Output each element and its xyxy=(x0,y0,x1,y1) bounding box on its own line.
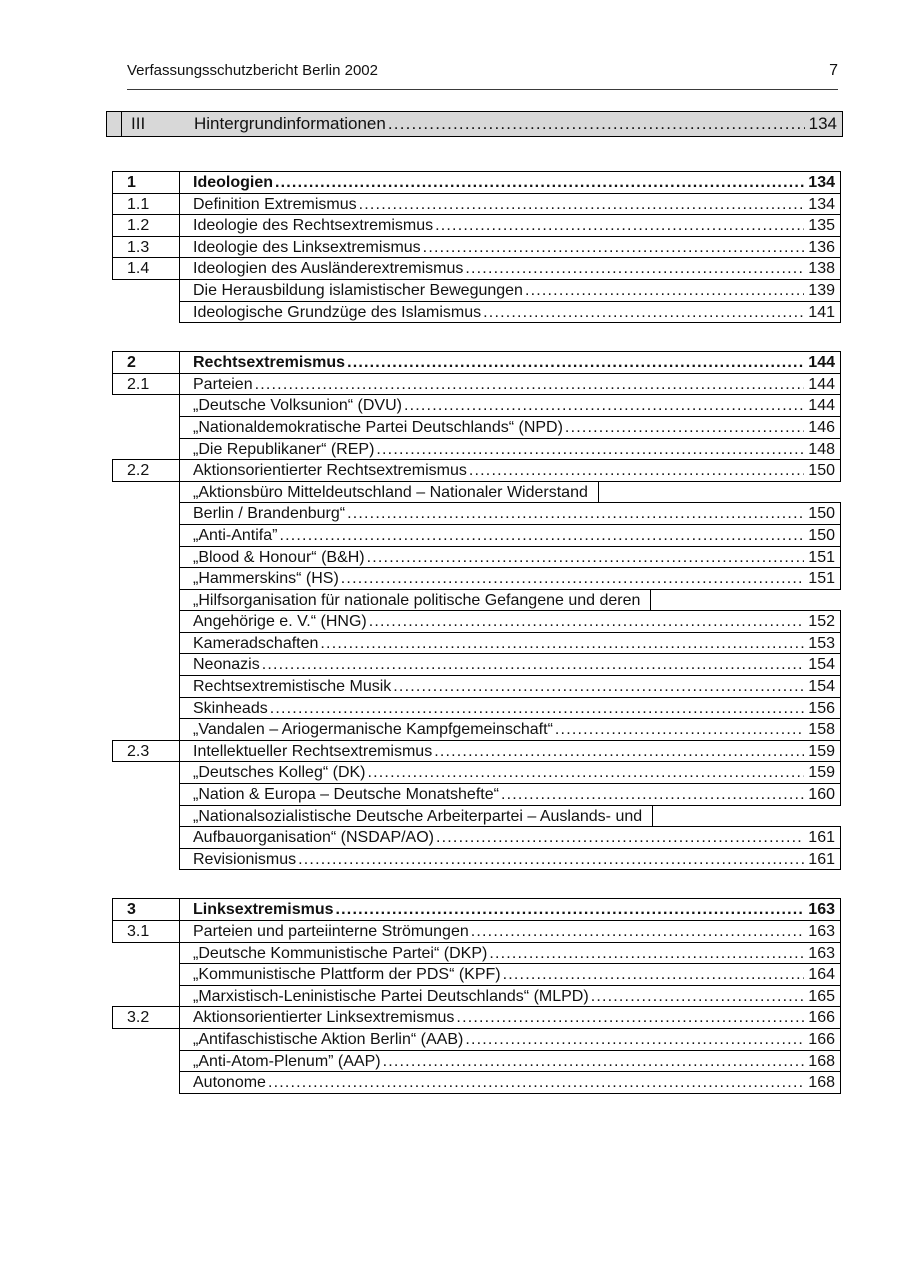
toc-row-page[interactable]: 161 xyxy=(808,829,835,847)
toc-row-page[interactable]: 151 xyxy=(808,548,835,566)
toc-row-content[interactable] xyxy=(179,351,841,374)
toc-sections xyxy=(112,171,841,1094)
toc-row-content[interactable] xyxy=(179,567,841,590)
toc-row-number[interactable]: 2.1 xyxy=(112,373,180,396)
toc-row[interactable] xyxy=(112,1071,841,1094)
dot-leader xyxy=(347,352,804,374)
toc-row-title[interactable]: Berlin / Brandenburg“ xyxy=(193,505,346,523)
toc-row-number xyxy=(112,718,180,741)
toc-row-content[interactable] xyxy=(179,214,841,237)
dot-leader xyxy=(471,921,805,943)
toc-row-number[interactable]: 1.1 xyxy=(112,193,180,216)
toc-row-page[interactable]: 144 xyxy=(808,397,835,415)
toc-row-title[interactable]: „Nationalsozialistische Deutsche Arbeiterpartei – Auslands- und xyxy=(193,807,643,825)
toc-row-page[interactable]: 144 xyxy=(808,354,835,372)
header-page-number: 7 xyxy=(829,62,838,79)
toc-row-number xyxy=(112,942,180,965)
toc-row-page[interactable]: 148 xyxy=(808,440,835,458)
toc-heading-page[interactable]: 134 xyxy=(808,114,837,133)
toc-row-number xyxy=(112,985,180,1008)
toc-row[interactable] xyxy=(112,1050,841,1073)
page-header xyxy=(127,62,838,90)
toc-row-page[interactable]: 139 xyxy=(808,281,835,299)
toc-row-page[interactable]: 154 xyxy=(808,656,835,674)
toc-row[interactable] xyxy=(112,805,841,828)
toc-row-number xyxy=(112,610,180,633)
dot-leader xyxy=(456,1007,804,1029)
toc-row-content[interactable] xyxy=(179,301,841,324)
toc-row[interactable] xyxy=(112,394,841,417)
toc-row[interactable] xyxy=(112,963,841,986)
toc-section xyxy=(112,898,841,1093)
toc-row-number xyxy=(112,653,180,676)
toc-row-title[interactable]: Linksextremismus xyxy=(193,901,334,919)
toc-row-title[interactable]: Ideologie des Linksextremismus xyxy=(193,238,421,256)
toc-row-content[interactable] xyxy=(179,257,841,280)
dot-leader xyxy=(347,503,804,525)
toc-row-content[interactable] xyxy=(179,783,841,806)
toc-row-content[interactable] xyxy=(179,171,841,194)
dot-leader xyxy=(565,417,804,439)
toc-row-page[interactable]: 152 xyxy=(808,613,835,631)
toc-row[interactable] xyxy=(112,171,841,194)
dot-leader xyxy=(525,280,804,302)
dot-leader xyxy=(503,964,805,986)
toc-row-number xyxy=(112,1028,180,1051)
toc-row-title[interactable]: Skinheads xyxy=(193,699,268,717)
toc-row-title[interactable]: „Nation & Europa – Deutsche Monatshefte“ xyxy=(193,786,499,804)
dot-leader xyxy=(255,374,805,396)
toc-row[interactable] xyxy=(112,848,841,871)
toc-row-page[interactable]: 163 xyxy=(808,901,835,919)
toc-row-page[interactable]: 146 xyxy=(808,418,835,436)
toc-row-content[interactable] xyxy=(179,589,651,612)
toc-row-number xyxy=(112,848,180,871)
toc-row[interactable] xyxy=(112,301,841,324)
toc-row-page[interactable]: 163 xyxy=(808,923,835,940)
toc-row-number[interactable]: 3.1 xyxy=(112,920,180,943)
toc-row-number xyxy=(112,783,180,806)
toc-row-page[interactable]: 159 xyxy=(808,742,835,760)
toc-row-title[interactable]: Definition Extremismus xyxy=(193,195,357,213)
toc-row-number[interactable]: 2.3 xyxy=(112,740,180,763)
toc-row-page[interactable]: 153 xyxy=(808,634,835,652)
toc-row[interactable] xyxy=(112,1028,841,1051)
toc-row-content[interactable] xyxy=(179,826,841,849)
toc-row-number xyxy=(112,1050,180,1073)
toc-row-number xyxy=(112,1071,180,1094)
toc-row[interactable] xyxy=(112,589,841,612)
toc-row-content[interactable] xyxy=(179,193,841,216)
toc-row-title[interactable]: Aufbauorganisation“ (NSDAP/AO) xyxy=(193,829,434,847)
dot-leader xyxy=(555,719,804,741)
toc-row[interactable] xyxy=(112,279,841,302)
toc-row-number xyxy=(112,279,180,302)
toc-row[interactable] xyxy=(112,236,841,259)
toc-row-title[interactable]: Ideologien des Ausländerextremismus xyxy=(193,260,464,278)
dot-leader xyxy=(369,611,805,633)
toc-row-page[interactable]: 150 xyxy=(808,526,835,544)
toc-row-title[interactable]: Rechtsextremistische Musik xyxy=(193,678,392,696)
toc-row-page[interactable]: 134 xyxy=(808,174,835,191)
toc-row[interactable] xyxy=(112,898,841,921)
toc-row-number[interactable]: 1 xyxy=(112,171,180,194)
toc-row-content[interactable] xyxy=(179,805,653,828)
dot-leader xyxy=(262,654,805,676)
toc-row-content[interactable] xyxy=(179,373,841,396)
dot-leader xyxy=(465,258,804,280)
toc-row-page[interactable]: 159 xyxy=(808,764,835,782)
toc-row-page[interactable]: 151 xyxy=(808,570,835,588)
toc-row-number[interactable]: 2.2 xyxy=(112,459,180,482)
toc-row[interactable] xyxy=(112,567,841,590)
toc-row-title[interactable]: Ideologien xyxy=(193,174,273,191)
toc-row-title[interactable]: Neonazis xyxy=(193,656,260,674)
toc-row-title[interactable]: Autonome xyxy=(193,1074,266,1092)
toc-section xyxy=(112,351,841,870)
toc-row[interactable] xyxy=(112,438,841,461)
toc-row-number xyxy=(112,589,180,612)
toc-row-page[interactable]: 134 xyxy=(808,195,835,213)
toc-row-content[interactable] xyxy=(179,279,841,302)
toc-row-content[interactable] xyxy=(179,481,599,504)
toc-row-content[interactable] xyxy=(179,1028,841,1051)
toc-row-content[interactable] xyxy=(179,394,841,417)
toc-row[interactable] xyxy=(112,1006,841,1029)
toc-heading-title[interactable]: Hintergrundinformationen xyxy=(194,114,386,133)
toc-row-content[interactable] xyxy=(179,848,841,871)
toc-row[interactable] xyxy=(112,826,841,849)
toc-row-content[interactable] xyxy=(179,1050,841,1073)
toc-row-page[interactable]: 156 xyxy=(808,699,835,717)
toc-row-number xyxy=(112,761,180,784)
toc-row-title[interactable]: Parteien und parteiinterne Strömungen xyxy=(193,923,469,940)
toc-row-title[interactable]: „Nationaldemokratische Partei Deutschlands“ (NPD) xyxy=(193,418,563,436)
toc-row-content[interactable] xyxy=(179,632,841,655)
toc-row-page[interactable]: 168 xyxy=(808,1052,835,1070)
toc-row-number xyxy=(112,805,180,828)
toc-row-content[interactable] xyxy=(179,459,841,482)
toc-row-title[interactable]: „Anti-Atom-Plenum” (AAP) xyxy=(193,1052,381,1070)
dot-leader xyxy=(279,525,804,547)
toc-row-content[interactable] xyxy=(179,963,841,986)
toc-row-content[interactable] xyxy=(179,740,841,763)
toc-row-title[interactable]: Die Herausbildung islamistischer Bewegungen xyxy=(193,281,523,299)
toc-row-title[interactable]: „Kommunistische Plattform der PDS“ (KPF) xyxy=(193,966,501,984)
toc-row[interactable] xyxy=(112,502,841,525)
toc-row-title[interactable]: Intellektueller Rechtsextremismus xyxy=(193,742,433,760)
toc-row-content[interactable] xyxy=(179,524,841,547)
toc-row[interactable] xyxy=(112,610,841,633)
dot-leader xyxy=(359,194,805,216)
toc-row[interactable] xyxy=(112,653,841,676)
dot-leader xyxy=(393,676,804,698)
toc-row-page[interactable]: 165 xyxy=(808,987,835,1005)
toc-row-content[interactable] xyxy=(179,675,841,698)
toc-row-title[interactable]: Revisionismus xyxy=(193,850,297,868)
toc-row-content[interactable] xyxy=(179,761,841,784)
toc-row-content[interactable] xyxy=(179,985,841,1008)
dot-leader xyxy=(368,762,805,784)
toc-row-number[interactable]: 1.2 xyxy=(112,214,180,237)
dot-leader xyxy=(268,1072,804,1094)
dot-leader xyxy=(270,698,805,720)
toc-row-title[interactable]: „Aktionsbüro Mitteldeutschland – Nationaler Widerstand xyxy=(193,483,588,501)
toc-row-title[interactable]: „Deutsches Kolleg“ (DK) xyxy=(193,764,366,782)
toc-row[interactable] xyxy=(112,546,841,569)
dot-leader xyxy=(376,439,804,461)
dot-leader xyxy=(434,741,804,763)
toc-row-title[interactable]: „Blood & Honour“ (B&H) xyxy=(193,548,365,566)
toc-row[interactable] xyxy=(112,718,841,741)
toc-row-title[interactable]: „Hilfsorganisation für nationale politische Gefangene und deren xyxy=(193,591,641,609)
dot-leader xyxy=(435,215,804,237)
dot-leader xyxy=(436,827,804,849)
dot-leader xyxy=(465,1029,804,1051)
toc-row-title[interactable]: Rechtsextremismus xyxy=(193,354,346,372)
toc-row[interactable] xyxy=(112,675,841,698)
toc-row-title[interactable]: Aktionsorientierter Linksextremismus xyxy=(193,1009,455,1027)
dot-leader xyxy=(275,172,804,194)
toc-row[interactable] xyxy=(112,942,841,965)
toc-row-number xyxy=(112,416,180,439)
toc-row-title[interactable]: Kameradschaften xyxy=(193,634,319,652)
toc-row-page[interactable]: 166 xyxy=(808,1030,835,1048)
toc-row-number xyxy=(112,502,180,525)
toc-row-number[interactable]: 2 xyxy=(112,351,180,374)
toc-row-number[interactable]: 1.4 xyxy=(112,257,180,280)
toc-row-title[interactable]: „Marxistisch-Leninistische Partei Deutschlands“ (MLPD) xyxy=(193,987,589,1005)
toc-row-number xyxy=(112,826,180,849)
toc-row-content[interactable] xyxy=(179,610,841,633)
toc-row[interactable] xyxy=(112,632,841,655)
dot-leader xyxy=(367,547,805,569)
dot-leader xyxy=(298,849,804,871)
toc-row-page[interactable]: 161 xyxy=(808,850,835,868)
toc-row[interactable] xyxy=(112,416,841,439)
toc-row-number xyxy=(112,481,180,504)
toc-row-page[interactable]: 135 xyxy=(808,217,835,235)
toc-row[interactable] xyxy=(112,351,841,374)
toc-row-content[interactable] xyxy=(179,438,841,461)
toc-row[interactable] xyxy=(112,920,841,943)
toc-row[interactable] xyxy=(112,214,841,237)
dot-leader xyxy=(404,395,804,417)
toc-row-page[interactable]: 163 xyxy=(808,944,835,962)
dot-leader xyxy=(469,460,804,482)
dot-leader xyxy=(501,784,804,806)
toc-row-content[interactable] xyxy=(179,416,841,439)
toc-row-title[interactable]: Parteien xyxy=(193,375,253,393)
toc-row-content[interactable] xyxy=(179,1006,841,1029)
toc-row-number xyxy=(112,567,180,590)
toc-row[interactable] xyxy=(112,257,841,280)
toc-row-number[interactable]: 3.2 xyxy=(112,1006,180,1029)
toc-row-number xyxy=(112,524,180,547)
toc-row-page[interactable]: 150 xyxy=(808,505,835,523)
toc-row-number xyxy=(112,301,180,324)
toc-row-number xyxy=(112,963,180,986)
toc-row-number xyxy=(112,394,180,417)
toc-row-number xyxy=(112,675,180,698)
toc-row-page[interactable]: 158 xyxy=(808,721,835,739)
toc-main-heading[interactable] xyxy=(106,111,843,137)
toc-row-page[interactable]: 166 xyxy=(808,1009,835,1027)
dot-leader xyxy=(483,302,804,324)
toc-row-title[interactable]: „Anti-Antifa” xyxy=(193,526,278,544)
toc-row[interactable] xyxy=(112,524,841,547)
toc-row-page[interactable]: 136 xyxy=(808,238,835,256)
toc-row-number[interactable]: 1.3 xyxy=(112,236,180,259)
toc-row[interactable] xyxy=(112,761,841,784)
toc-row-title[interactable]: „Deutsche Kommunistische Partei“ (DKP) xyxy=(193,944,488,962)
toc-row-number xyxy=(112,632,180,655)
dot-leader xyxy=(336,899,805,921)
toc-row-number xyxy=(112,546,180,569)
toc-row-number xyxy=(112,697,180,720)
toc-row[interactable] xyxy=(112,193,841,216)
header-title: Verfassungsschutzbericht Berlin 2002 xyxy=(127,62,378,79)
toc-row-title[interactable]: Ideologie des Rechtsextremismus xyxy=(193,217,434,235)
toc-row[interactable] xyxy=(112,481,841,504)
toc-row-title[interactable]: „Deutsche Volksunion“ (DVU) xyxy=(193,397,402,415)
toc-row-page[interactable]: 164 xyxy=(808,966,835,984)
toc-row[interactable] xyxy=(112,373,841,396)
dot-leader xyxy=(320,633,804,655)
toc-row-title[interactable]: „Vandalen – Ariogermanische Kampfgemeinschaft“ xyxy=(193,721,553,739)
toc-row-page[interactable]: 150 xyxy=(808,462,835,480)
toc-row-number[interactable]: 3 xyxy=(112,898,180,921)
toc-row-content[interactable] xyxy=(179,697,841,720)
toc-heading-number[interactable]: III xyxy=(121,112,194,136)
toc-row-content[interactable] xyxy=(179,236,841,259)
toc-row-content[interactable] xyxy=(179,1071,841,1094)
dot-leader xyxy=(423,237,805,259)
dot-leader xyxy=(388,112,805,136)
toc-row[interactable] xyxy=(112,697,841,720)
toc-row-title[interactable]: Angehörige e. V.“ (HNG) xyxy=(193,613,367,631)
dot-leader xyxy=(591,986,805,1008)
toc-row-content[interactable] xyxy=(179,920,841,943)
toc-row-title[interactable]: „Hammerskins“ (HS) xyxy=(193,570,339,588)
toc-row-number xyxy=(112,438,180,461)
toc-row-title[interactable]: „Antifaschistische Aktion Berlin“ (AAB) xyxy=(193,1030,464,1048)
toc-row-page[interactable]: 144 xyxy=(808,375,835,393)
toc-row-content[interactable] xyxy=(179,546,841,569)
toc-row-title[interactable]: Aktionsorientierter Rechtsextremismus xyxy=(193,462,467,480)
toc-row-page[interactable]: 138 xyxy=(808,260,835,278)
toc-row[interactable] xyxy=(112,459,841,482)
toc-row-title[interactable]: „Die Republikaner“ (REP) xyxy=(193,440,375,458)
dot-leader xyxy=(383,1051,805,1073)
toc-row-content[interactable] xyxy=(179,653,841,676)
dot-leader xyxy=(489,943,804,965)
toc-row-page[interactable]: 160 xyxy=(808,786,835,804)
toc-row-content[interactable] xyxy=(179,942,841,965)
toc-row[interactable] xyxy=(112,985,841,1008)
toc-row-page[interactable]: 168 xyxy=(808,1074,835,1092)
toc-row[interactable] xyxy=(112,740,841,763)
toc-row-page[interactable]: 141 xyxy=(808,303,835,321)
toc-row-content[interactable] xyxy=(179,502,841,525)
toc-row[interactable] xyxy=(112,783,841,806)
toc-row-title[interactable]: Ideologische Grundzüge des Islamismus xyxy=(193,303,482,321)
dot-leader xyxy=(341,568,805,590)
toc-row-page[interactable]: 154 xyxy=(808,678,835,696)
toc-row-content[interactable] xyxy=(179,898,841,921)
toc-section xyxy=(112,171,841,323)
toc-row-content[interactable] xyxy=(179,718,841,741)
